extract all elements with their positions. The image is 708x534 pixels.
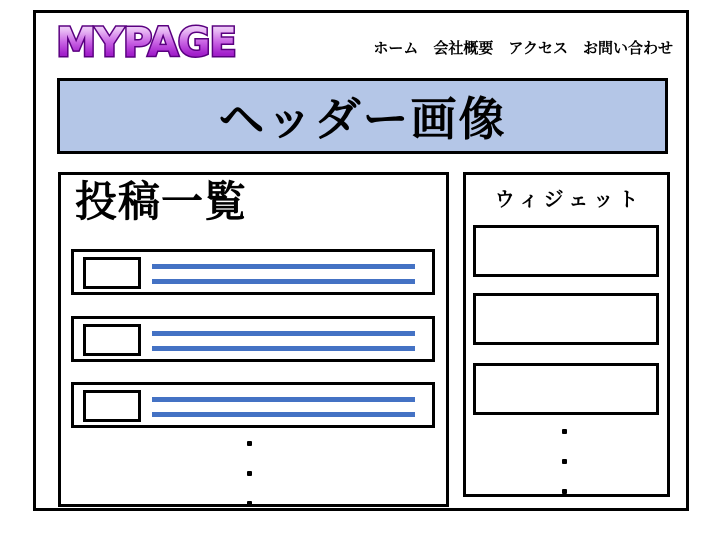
post-text-line (152, 397, 415, 402)
post-thumbnail-placeholder (83, 390, 141, 422)
post-item[interactable] (71, 316, 435, 362)
header-image-label: ヘッダー画像 (218, 93, 507, 145)
post-item[interactable] (71, 249, 435, 295)
nav-item-home[interactable]: ホーム (373, 40, 419, 57)
post-item[interactable] (71, 382, 435, 428)
more-posts-ellipsis (247, 441, 252, 506)
post-thumbnail-placeholder (83, 257, 141, 289)
nav-item-company[interactable]: 会社概要 (433, 40, 494, 57)
widget-box[interactable] (473, 293, 659, 345)
ellipsis-dot (247, 441, 252, 446)
ellipsis-dot (562, 459, 567, 464)
ellipsis-dot (247, 471, 252, 476)
nav-item-access[interactable]: アクセス (508, 40, 568, 57)
ellipsis-dot (562, 429, 567, 434)
post-list-section (58, 172, 449, 507)
post-thumbnail-placeholder (83, 324, 141, 356)
header-image-placeholder (57, 78, 668, 154)
post-text-line (152, 279, 415, 284)
main-nav (373, 37, 673, 58)
more-widgets-ellipsis (562, 429, 567, 494)
widget-section (463, 172, 670, 497)
post-list-title: 投稿一覧 (75, 178, 248, 225)
ellipsis-dot (562, 489, 567, 494)
post-text-line (152, 412, 415, 417)
site-logo[interactable] (54, 14, 238, 70)
page-frame (33, 10, 689, 511)
widget-box[interactable] (473, 363, 659, 415)
widget-box[interactable] (473, 225, 659, 277)
post-text-line (152, 346, 415, 351)
ellipsis-dot (247, 501, 252, 506)
nav-item-contact[interactable]: お問い合わせ (582, 40, 673, 57)
post-text-line (152, 331, 415, 336)
site-logo-graphic (54, 14, 238, 70)
post-text-line (152, 264, 415, 269)
widget-title: ウィジェット (494, 189, 644, 211)
site-logo-text: MYPAGE (56, 20, 236, 66)
